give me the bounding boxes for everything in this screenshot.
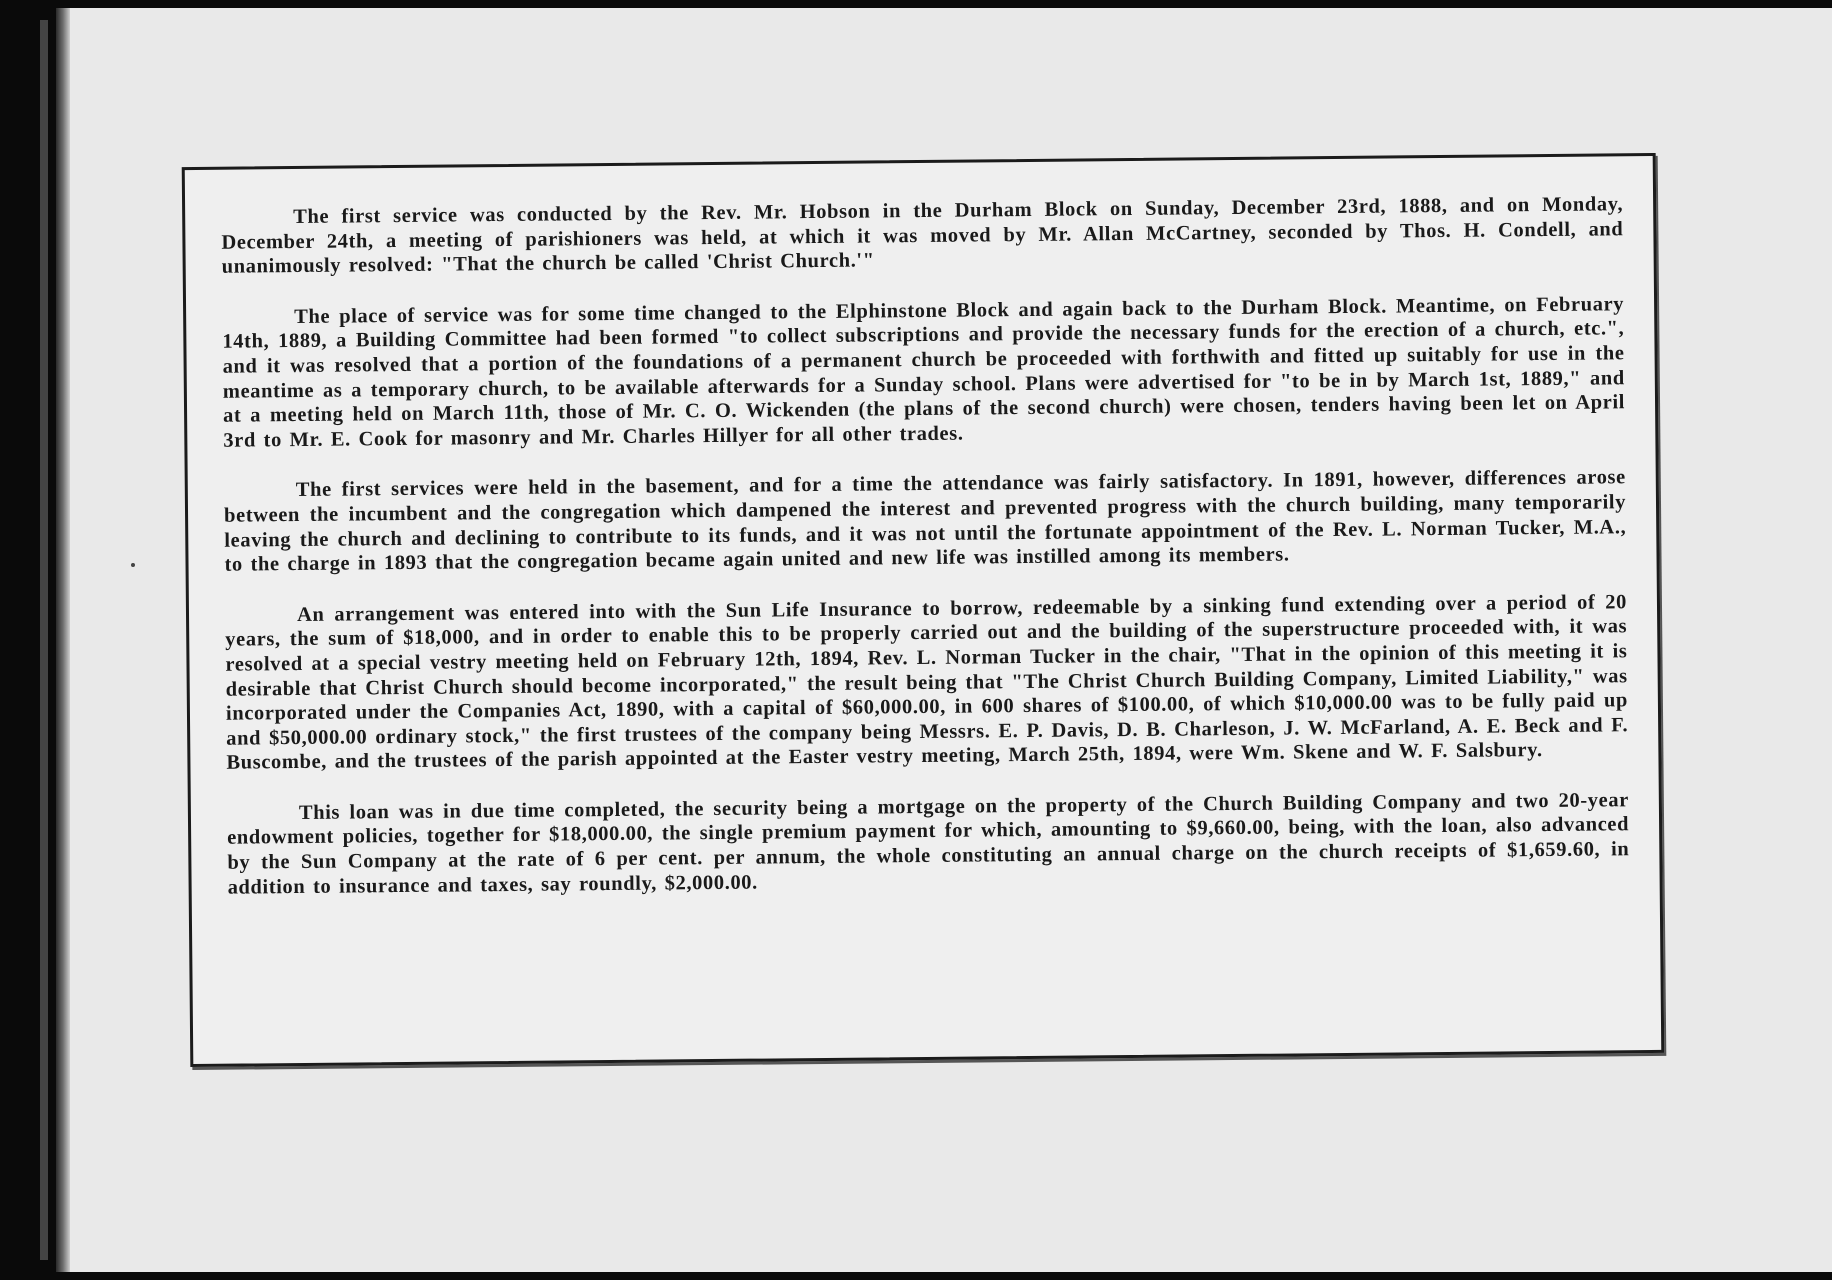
paragraph-first-service: The first service was conducted by the Rev. Mr. Hobson in the Durham Block on Sunday, December 23rd, 1888, and on Monday, December 24th, a meeting of parishioners was held, at which it was moved by Mr. Allan McCartney, seconded by Thos. H. Condell, and unanimously resolved: "That the church be called 'Christ Church.'" xyxy=(221,193,1624,278)
paragraph-arrangement-loan: An arrangement was entered into with the Sun Life Insurance to borrow, redeemable by a sinking fund extending over a period of 20 years, the sum of $18,000, and in order to enable this to be properly carried out and the building of the superstructure proceeded with, it was resolved at a special vestry meeting held on February 12th, 1894, Rev. L. Norman Tucker in the chair, "That in the opinion of this meeting it is desirable that Christ Church should become incorporated," the result being that "The Christ Church Building Company, Limited Liability," was incorporated under the Companies Act, 1890, with a capital of $60,000.00, in 600 shares of $100.00, of which $10,000.00 was to be fully paid up and $50,000.00 ordinary stock," the first trustees of the company being Messrs. E. P. Davis, D. B. Charleson, J. W. McFarland, A. E. Beck and F. Buscombe, and the trustees of the parish appointed at the Easter vestry meeting, March 25th, 1894, were Wm. Skene and W. F. Salsbury. xyxy=(225,590,1629,774)
speck-mark xyxy=(131,563,135,567)
text-frame xyxy=(182,153,1665,1067)
page-spine xyxy=(56,8,70,1272)
document-body xyxy=(221,192,1630,926)
paragraph-place-of-service: The place of service was for some time changed to the Elphinstone Block and again back to the Durham Block. Meantime, on February 14th, 1889, a Building Committee had been formed "to collect subscriptions and provide the necessary funds for the erection of a church, etc.", and it was resolved that a portion of the foundations of a permanent church be proceeded with forthwith and fitted up suitably for use in the meantime as a temporary church, to be available afterwards for a Sunday school. Plans were advertised for "to be in by March 1st, 1889," and at a meeting held on March 11th, those of Mr. C. O. Wickenden (the plans of the second church) were chosen, tenders having been let on April 3rd to Mr. E. Cook for masonry and Mr. Charles Hillyer for all other trades. xyxy=(222,293,1626,452)
paragraph-loan-completed: This loan was in due time completed, the security being a mortgage on the property of the Church Building Company and two 20-year endowment policies, together for $18,000.00, the single premium payment for which, amounting to $9,660.00, being, with the loan, also advanced by the Sun Company at the rate of 6 per cent. per annum, the whole constituting an annual charge on the church receipts of $1,659.60, in addition to insurance and taxes, say roundly, $2,000.00. xyxy=(227,789,1630,899)
paragraph-first-services-basement: The first services were held in the basement, and for a time the attendance was fairly satisfactory. In 1891, however, differences arose between the incumbent and the congregation which dampened the interest and prevented progress with the church building, many temporarily leaving the church and declining to contribute to its funds, and it was not until the fortunate appointment of the Rev. L. Norman Tucker, M.A., to the charge in 1893 that the congregation became again united and new life was instilled among its members. xyxy=(223,466,1627,576)
scan-left-edge xyxy=(40,20,48,1260)
